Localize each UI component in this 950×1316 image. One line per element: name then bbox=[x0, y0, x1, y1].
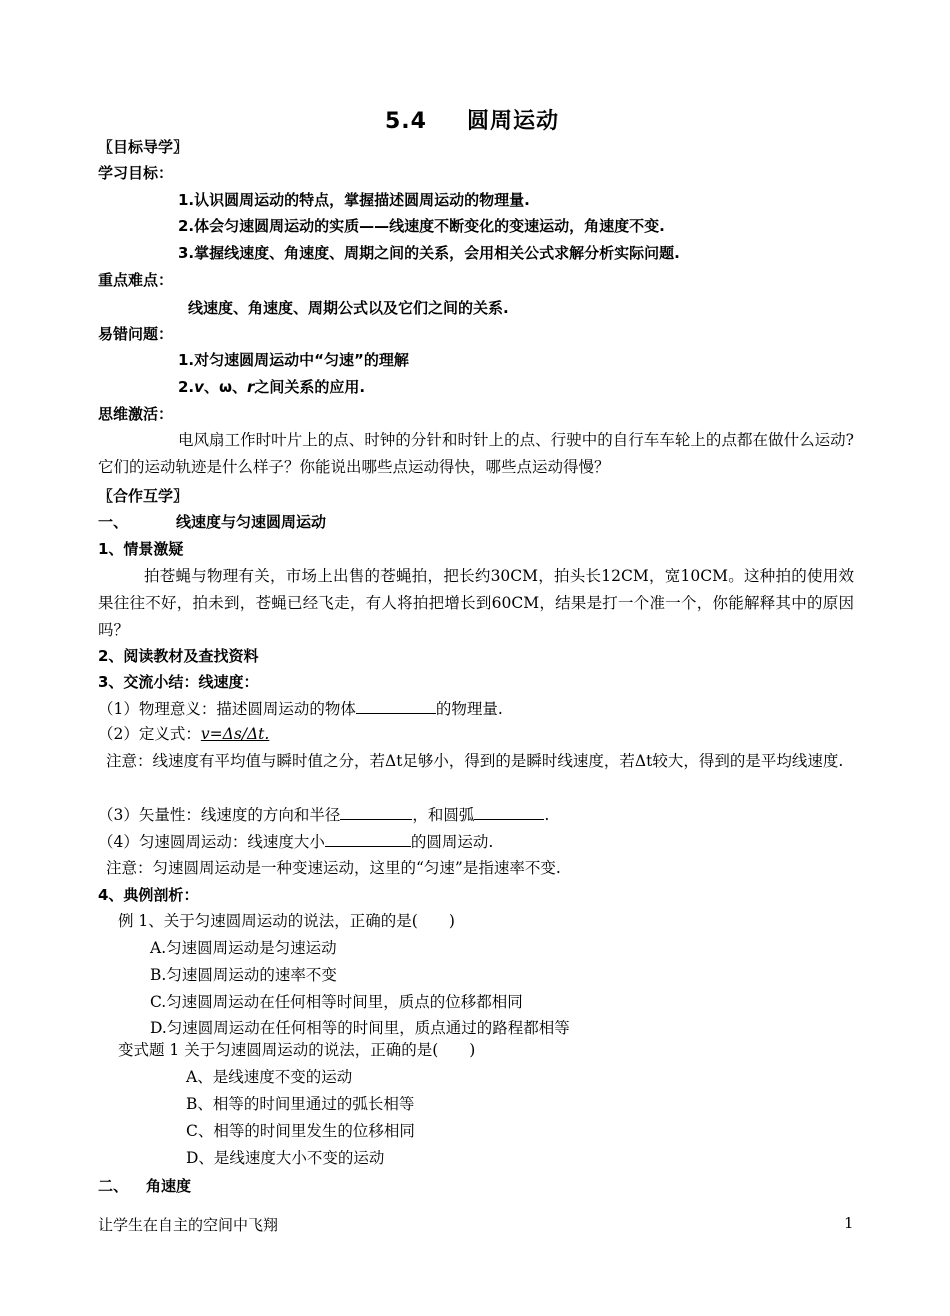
section-2-heading: 二、 角速度 bbox=[98, 1177, 192, 1195]
think-text: 电风扇工作时叶片上的点、时钟的分针和时针上的点、行驶中的自行车车轮上的点都在做什么运动?它们的运动轨迹是什么样子？你能说出哪些点运动得快，哪些点运动得慢？ bbox=[98, 431, 854, 476]
blank-2[interactable] bbox=[340, 804, 412, 820]
title-text: 圆周运动 bbox=[466, 109, 559, 134]
error-1: 1.对匀速圆周运动中“匀速”的理解 bbox=[178, 351, 409, 369]
sub-heading-4: 4、典例剖析： bbox=[98, 886, 199, 904]
blank-4[interactable] bbox=[325, 831, 411, 847]
section-1-heading: 一、 线速度与匀速圆周运动 bbox=[98, 513, 327, 531]
example-1-option-d: D.匀速圆周运动在任何相等的时间里，质点通过的路程都相等 bbox=[150, 1019, 570, 1037]
think-label: 思维激活： bbox=[98, 405, 174, 423]
error-label: 易错问题： bbox=[98, 325, 174, 343]
key-label: 重点难点： bbox=[98, 271, 174, 289]
scenario-text: 拍苍蝇与物理有关，市场上出售的苍蝇拍，把长约30CM，拍头长12CM，宽10CM。这种拍的使用效果往往不好，拍未到，苍蝇已经飞走，有人将拍把增长到60CM，结果是打一个准一个，你能解释其中的原因吗？ bbox=[98, 567, 854, 639]
objectives-label: 学习目标： bbox=[98, 164, 174, 182]
variant-1: 变式题 1 关于匀速圆周运动的说法，正确的是( ) bbox=[118, 1041, 476, 1059]
variant-1-option-a: A、是线速度不变的运动 bbox=[186, 1068, 353, 1086]
variant-1-option-c: C、相等的时间里发生的位移相同 bbox=[186, 1122, 415, 1140]
example-1-option-a: A.匀速圆周运动是匀速运动 bbox=[150, 939, 337, 957]
section-number: 5.4 bbox=[385, 109, 427, 134]
example-1: 例 1、关于匀速圆周运动的说法，正确的是( ) bbox=[118, 912, 455, 930]
sub-heading-3: 3、交流小结：线速度： bbox=[98, 673, 259, 691]
example-1-option-c: C.匀速圆周运动在任何相等时间里，质点的位移都相同 bbox=[150, 993, 523, 1011]
sub-heading-1: 1、情景激疑 bbox=[98, 540, 184, 558]
variant-1-option-d: D、是线速度大小不变的运动 bbox=[186, 1149, 385, 1167]
objective-3: 3.掌握线速度、角速度、周期之间的关系，会用相关公式求解分析实际问题. bbox=[178, 244, 680, 262]
coop-heading: 〖合作互学〗 bbox=[98, 487, 189, 505]
blank-3[interactable] bbox=[474, 804, 544, 820]
point-2: （2）定义式：v=Δs/Δt. bbox=[98, 725, 270, 743]
example-1-option-b: B.匀速圆周运动的速率不变 bbox=[150, 966, 337, 984]
sub-heading-2: 2、阅读教材及查找资料 bbox=[98, 647, 259, 665]
objective-2: 2.体会匀速圆周运动的实质——线速度不断变化的变速运动，角速度不变. bbox=[178, 217, 665, 235]
error-2: 2.v、ω、r之间关系的应用. bbox=[178, 378, 366, 396]
point-1: （1）物理意义：描述圆周运动的物体 的物理量. bbox=[98, 700, 503, 718]
point-3: （3）矢量性：线速度的方向和半径 ，和圆弧 . bbox=[98, 806, 550, 824]
point-4: （4）匀速圆周运动：线速度大小 的圆周运动. bbox=[98, 833, 494, 851]
variant-1-option-b: B、相等的时间里通过的弧长相等 bbox=[186, 1095, 415, 1113]
page-title bbox=[385, 104, 559, 135]
goal-heading: 〖目标导学〗 bbox=[98, 138, 189, 156]
footer-motto: 让学生在自主的空间中飞翔 bbox=[98, 1216, 279, 1234]
blank-1[interactable] bbox=[356, 698, 436, 714]
page-number: 1 bbox=[844, 1214, 854, 1232]
note-1: 注意：线速度有平均值与瞬时值之分，若Δt足够小，得到的是瞬时线速度，若Δt较大，得到的是平均线速度. bbox=[106, 752, 844, 770]
key-text: 线速度、角速度、周期公式以及它们之间的关系. bbox=[188, 299, 509, 317]
note-2: 注意：匀速圆周运动是一种变速运动，这里的“匀速”是指速率不变. bbox=[106, 859, 561, 877]
objective-1: 1.认识圆周运动的特点，掌握描述圆周运动的物理量. bbox=[178, 191, 530, 209]
formula: v=Δs/Δt. bbox=[200, 725, 270, 743]
